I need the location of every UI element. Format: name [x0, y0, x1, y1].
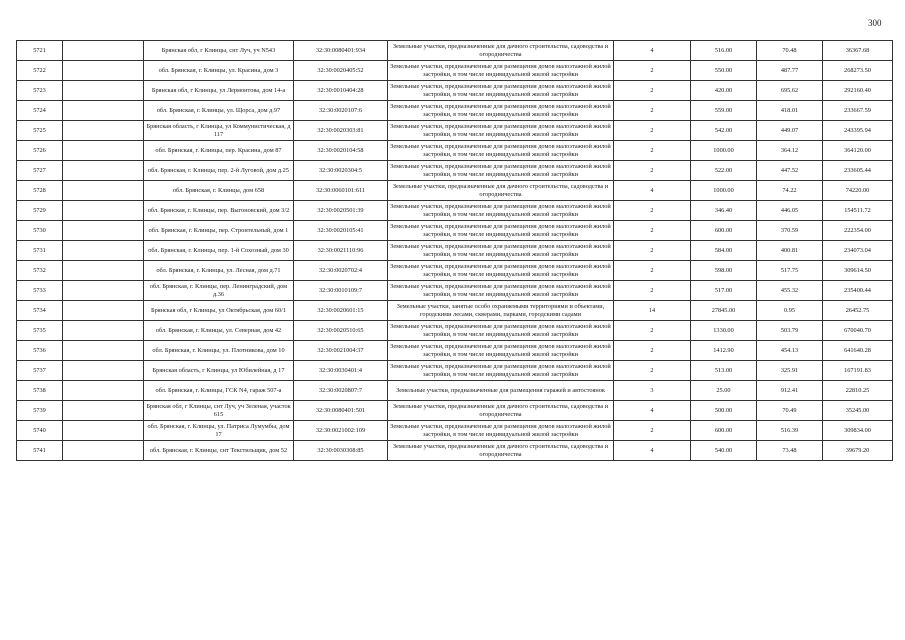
row-number-cell: 5722 — [17, 61, 63, 81]
cadastral-value-cell: 235400.44 — [823, 281, 893, 301]
group-cell: 2 — [614, 341, 691, 361]
spacer-cell — [63, 161, 144, 181]
cadastral-number-cell: 32:30:0021002:109 — [294, 421, 388, 441]
cadastral-value-cell: 364120.00 — [823, 141, 893, 161]
land-use-cell: Земельные участки, предназначенные для размещения домов малоэтажной жилой застройки, в том числе индивидуальной жилой застройки — [388, 221, 614, 241]
cadastral-number-cell: 32:30:0020702:4 — [294, 261, 388, 281]
address-cell: обл. Брянская, г. Клинцы, ул. Северная, дом 42 — [144, 321, 294, 341]
row-number-cell: 5734 — [17, 301, 63, 321]
area-cell: 500.00 — [691, 401, 757, 421]
area-cell: 513.00 — [691, 361, 757, 381]
group-cell: 2 — [614, 421, 691, 441]
address-cell: обл. Брянская, г. Клинцы, ул. Красина, дом 3 — [144, 61, 294, 81]
row-number-cell: 5740 — [17, 421, 63, 441]
land-use-cell: Земельные участки, предназначенные для размещения домов малоэтажной жилой застройки, в том числе индивидуальной жилой застройки — [388, 361, 614, 381]
spacer-cell — [63, 341, 144, 361]
cadastral-number-cell: 32:30:0020107:6 — [294, 101, 388, 121]
rate-cell: 516.39 — [757, 421, 823, 441]
address-cell: Брянская обл, г Клинцы, снт Луч, уч Зеленая, участок 615 — [144, 401, 294, 421]
row-number-cell: 5732 — [17, 261, 63, 281]
cadastral-number-cell: 32:30:0030308:85 — [294, 441, 388, 461]
row-number-cell: 5736 — [17, 341, 63, 361]
row-number-cell: 5741 — [17, 441, 63, 461]
row-number-cell: 5730 — [17, 221, 63, 241]
land-use-cell: Земельные участки, предназначенные для размещения домов малоэтажной жилой застройки, в том числе индивидуальной жилой застройки — [388, 81, 614, 101]
rate-cell: 70.48 — [757, 41, 823, 61]
row-number-cell: 5728 — [17, 181, 63, 201]
spacer-cell — [63, 101, 144, 121]
area-cell: 540.00 — [691, 441, 757, 461]
rate-cell: 370.59 — [757, 221, 823, 241]
land-registry-table — [16, 40, 893, 461]
group-cell: 4 — [614, 401, 691, 421]
rate-cell: 503.79 — [757, 321, 823, 341]
cadastral-value-cell: 309834.00 — [823, 421, 893, 441]
area-cell: 346.40 — [691, 201, 757, 221]
cadastral-value-cell: 167191.83 — [823, 361, 893, 381]
rate-cell: 418.01 — [757, 101, 823, 121]
land-use-cell: Земельные участки, предназначенные для размещения гаражей и автостоянок — [388, 381, 614, 401]
page-number: 300 — [868, 18, 882, 28]
group-cell: 3 — [614, 381, 691, 401]
group-cell: 2 — [614, 121, 691, 141]
group-cell: 2 — [614, 281, 691, 301]
address-cell: обл. Брянская, г. Клинцы, пер. Выгоновский, дом 3/2 — [144, 201, 294, 221]
spacer-cell — [63, 361, 144, 381]
group-cell: 2 — [614, 221, 691, 241]
cadastral-number-cell: 32:30:0080401:934 — [294, 41, 388, 61]
spacer-cell — [63, 441, 144, 461]
spacer-cell — [63, 41, 144, 61]
row-number-cell: 5725 — [17, 121, 63, 141]
cadastral-number-cell: 32:30:0021110:96 — [294, 241, 388, 261]
cadastral-number-cell: 32:30:0010404:28 — [294, 81, 388, 101]
table-row — [17, 161, 893, 181]
area-cell: 600.00 — [691, 421, 757, 441]
cadastral-number-cell: 32:30:0020601:15 — [294, 301, 388, 321]
land-use-cell: Земельные участки, занятые особо охраняемыми территориями и объектами, городскими лесами, скверами, парками, городскими садами — [388, 301, 614, 321]
row-number-cell: 5726 — [17, 141, 63, 161]
area-cell: 517.00 — [691, 281, 757, 301]
spacer-cell — [63, 321, 144, 341]
group-cell: 4 — [614, 41, 691, 61]
cadastral-number-cell: 32:30:0020105:41 — [294, 221, 388, 241]
area-cell: 559.00 — [691, 101, 757, 121]
cadastral-value-cell: 641640.28 — [823, 341, 893, 361]
cadastral-number-cell: 32:30:0021004:37 — [294, 341, 388, 361]
rate-cell: 446.05 — [757, 201, 823, 221]
cadastral-value-cell: 243395.94 — [823, 121, 893, 141]
group-cell: 2 — [614, 101, 691, 121]
address-cell: обл. Брянская, г. Клинцы, ул. Плотникова, дом 10 — [144, 341, 294, 361]
table-row — [17, 361, 893, 381]
table-row — [17, 421, 893, 441]
area-cell: 598.00 — [691, 261, 757, 281]
cadastral-number-cell: 32:30:0080401:501 — [294, 401, 388, 421]
area-cell: 550.00 — [691, 61, 757, 81]
land-use-cell: Земельные участки, предназначенные для размещения домов малоэтажной жилой застройки, в том числе индивидуальной жилой застройки — [388, 281, 614, 301]
row-number-cell: 5721 — [17, 41, 63, 61]
rate-cell: 325.91 — [757, 361, 823, 381]
table-row — [17, 261, 893, 281]
address-cell: обл. Брянская, г. Клинцы, ул. Патриса Лумумбы, дом 17 — [144, 421, 294, 441]
spacer-cell — [63, 301, 144, 321]
land-use-cell: Земельные участки, предназначенные для размещения домов малоэтажной жилой застройки, в том числе индивидуальной жилой застройки — [388, 141, 614, 161]
group-cell: 2 — [614, 81, 691, 101]
area-cell: 25.00 — [691, 381, 757, 401]
cadastral-value-cell: 233605.44 — [823, 161, 893, 181]
row-number-cell: 5735 — [17, 321, 63, 341]
land-use-cell: Земельные участки, предназначенные для размещения домов малоэтажной жилой застройки, в том числе индивидуальной жилой застройки — [388, 101, 614, 121]
cadastral-number-cell: 32:30:0030401:4 — [294, 361, 388, 381]
rate-cell: 487.77 — [757, 61, 823, 81]
table-row — [17, 341, 893, 361]
table-body — [17, 41, 893, 461]
cadastral-value-cell: 26452.75 — [823, 301, 893, 321]
cadastral-value-cell: 222354.00 — [823, 221, 893, 241]
address-cell: Брянская обл, г Клинцы, ул Октябрьская, дом 60/1 — [144, 301, 294, 321]
table-row — [17, 141, 893, 161]
area-cell: 1000.00 — [691, 181, 757, 201]
rate-cell: 455.32 — [757, 281, 823, 301]
cadastral-number-cell: 32:30:0020807:7 — [294, 381, 388, 401]
row-number-cell: 5738 — [17, 381, 63, 401]
group-cell: 4 — [614, 181, 691, 201]
land-use-cell: Земельные участки, предназначенные для размещения домов малоэтажной жилой застройки, в том числе индивидуальной жилой застройки — [388, 161, 614, 181]
area-cell: 600.00 — [691, 221, 757, 241]
land-use-cell: Земельные участки, предназначенные для размещения домов малоэтажной жилой застройки, в том числе индивидуальной жилой застройки — [388, 321, 614, 341]
rate-cell: 0.95 — [757, 301, 823, 321]
group-cell: 2 — [614, 201, 691, 221]
table-row — [17, 121, 893, 141]
address-cell: обл. Брянская, г. Клинцы, ул. Лесная, дом д.71 — [144, 261, 294, 281]
table-row — [17, 301, 893, 321]
cadastral-value-cell: 74220.00 — [823, 181, 893, 201]
group-cell: 2 — [614, 241, 691, 261]
address-cell: обл. Брянская, г. Клинцы, снт Текстильщик, дом 52 — [144, 441, 294, 461]
table-row — [17, 241, 893, 261]
rate-cell: 73.48 — [757, 441, 823, 461]
table-row — [17, 441, 893, 461]
table-row — [17, 181, 893, 201]
land-use-cell: Земельные участки, предназначенные для размещения домов малоэтажной жилой застройки, в том числе индивидуальной жилой застройки — [388, 261, 614, 281]
cadastral-value-cell: 39679.20 — [823, 441, 893, 461]
spacer-cell — [63, 141, 144, 161]
table-row — [17, 81, 893, 101]
row-number-cell: 5737 — [17, 361, 63, 381]
table-row — [17, 41, 893, 61]
cadastral-value-cell: 22810.25 — [823, 381, 893, 401]
rate-cell: 70.49 — [757, 401, 823, 421]
rate-cell: 517.75 — [757, 261, 823, 281]
spacer-cell — [63, 201, 144, 221]
spacer-cell — [63, 281, 144, 301]
cadastral-number-cell: 32:30:0020510:65 — [294, 321, 388, 341]
rate-cell: 912.41 — [757, 381, 823, 401]
rate-cell: 74.22 — [757, 181, 823, 201]
spacer-cell — [63, 81, 144, 101]
spacer-cell — [63, 381, 144, 401]
cadastral-value-cell: 234073.04 — [823, 241, 893, 261]
table-row — [17, 321, 893, 341]
rate-cell: 400.81 — [757, 241, 823, 261]
address-cell: обл. Брянская, г. Клинцы, пер. Красина, дом 87 — [144, 141, 294, 161]
address-cell: Брянская обл, г Клинцы, снт Луч, уч N543 — [144, 41, 294, 61]
spacer-cell — [63, 241, 144, 261]
cadastral-number-cell: 32:30:0020501:39 — [294, 201, 388, 221]
group-cell: 4 — [614, 441, 691, 461]
spacer-cell — [63, 261, 144, 281]
address-cell: обл. Брянская, г. Клинцы, пер. Строительный, дом 1 — [144, 221, 294, 241]
table-row — [17, 281, 893, 301]
land-use-cell: Земельные участки, предназначенные для размещения домов малоэтажной жилой застройки, в том числе индивидуальной жилой застройки — [388, 201, 614, 221]
address-cell: Брянская область, г Клинцы, ул Коммунистическая, д 117 — [144, 121, 294, 141]
table-row — [17, 101, 893, 121]
cadastral-value-cell: 268273.50 — [823, 61, 893, 81]
table-row — [17, 221, 893, 241]
group-cell: 2 — [614, 321, 691, 341]
row-number-cell: 5729 — [17, 201, 63, 221]
cadastral-value-cell: 309614.50 — [823, 261, 893, 281]
group-cell: 2 — [614, 141, 691, 161]
area-cell: 516.00 — [691, 41, 757, 61]
cadastral-number-cell: 32:30:0060101:611 — [294, 181, 388, 201]
land-use-cell: Земельные участки, предназначенные для дачного строительства, садоводства и огородничества — [388, 41, 614, 61]
spacer-cell — [63, 401, 144, 421]
rate-cell: 449.07 — [757, 121, 823, 141]
cadastral-number-cell: 32:30:0010109:7 — [294, 281, 388, 301]
address-cell: обл. Брянская, г. Клинцы, ул. Щорса, дом д.97 — [144, 101, 294, 121]
group-cell: 2 — [614, 361, 691, 381]
area-cell: 1000.00 — [691, 141, 757, 161]
group-cell: 2 — [614, 261, 691, 281]
row-number-cell: 5724 — [17, 101, 63, 121]
table-row — [17, 61, 893, 81]
rate-cell: 364.12 — [757, 141, 823, 161]
rate-cell: 695.62 — [757, 81, 823, 101]
address-cell: Брянская область, г Клинцы, ул Юбилейная, д 17 — [144, 361, 294, 381]
land-use-cell: Земельные участки, предназначенные для размещения домов малоэтажной жилой застройки, в том числе индивидуальной жилой застройки — [388, 421, 614, 441]
area-cell: 542.00 — [691, 121, 757, 141]
land-use-cell: Земельные участки, предназначенные для размещения домов малоэтажной жилой застройки, в том числе индивидуальной жилой застройки — [388, 121, 614, 141]
cadastral-number-cell: 32:30:0020405:52 — [294, 61, 388, 81]
cadastral-value-cell: 292160.40 — [823, 81, 893, 101]
area-cell: 584.00 — [691, 241, 757, 261]
area-cell: 420.00 — [691, 81, 757, 101]
land-use-cell: Земельные участки, предназначенные для размещения домов малоэтажной жилой застройки, в том числе индивидуальной жилой застройки — [388, 341, 614, 361]
address-cell: обл. Брянская, г. Клинцы, пер. Ленинградский, дом д.36 — [144, 281, 294, 301]
area-cell: 27845.00 — [691, 301, 757, 321]
land-use-cell: Земельные участки, предназначенные для размещения домов малоэтажной жилой застройки, в том числе индивидуальной жилой застройки — [388, 61, 614, 81]
land-use-cell: Земельные участки, предназначенные для дачного строительства, садоводства и огородничества — [388, 181, 614, 201]
spacer-cell — [63, 421, 144, 441]
cadastral-value-cell: 35245.00 — [823, 401, 893, 421]
spacer-cell — [63, 181, 144, 201]
table-row — [17, 201, 893, 221]
row-number-cell: 5733 — [17, 281, 63, 301]
rate-cell: 447.52 — [757, 161, 823, 181]
table-row — [17, 381, 893, 401]
cadastral-number-cell: 32:30:0020104:58 — [294, 141, 388, 161]
group-cell: 2 — [614, 61, 691, 81]
row-number-cell: 5723 — [17, 81, 63, 101]
cadastral-value-cell: 233667.59 — [823, 101, 893, 121]
address-cell: обл. Брянская, г. Клинцы, дом 658 — [144, 181, 294, 201]
area-cell: 1412.90 — [691, 341, 757, 361]
spacer-cell — [63, 61, 144, 81]
table-row — [17, 401, 893, 421]
cadastral-number-cell: 32:30:0020303:81 — [294, 121, 388, 141]
cadastral-value-cell: 154511.72 — [823, 201, 893, 221]
row-number-cell: 5727 — [17, 161, 63, 181]
row-number-cell: 5739 — [17, 401, 63, 421]
land-use-cell: Земельные участки, предназначенные для дачного строительства, садоводства и огородничества — [388, 441, 614, 461]
cadastral-value-cell: 670040.70 — [823, 321, 893, 341]
group-cell: 2 — [614, 161, 691, 181]
area-cell: 1330.00 — [691, 321, 757, 341]
address-cell: обл. Брянская, г. Клинцы, пер. 1-й Сохозный, дом 30 — [144, 241, 294, 261]
spacer-cell — [63, 221, 144, 241]
land-use-cell: Земельные участки, предназначенные для дачного строительства, садоводства и огородничества — [388, 401, 614, 421]
group-cell: 14 — [614, 301, 691, 321]
cadastral-number-cell: 32:30:0020304:5 — [294, 161, 388, 181]
address-cell: Брянская обл, г Клинцы, ул Лермонтова, дом 14-а — [144, 81, 294, 101]
row-number-cell: 5731 — [17, 241, 63, 261]
cadastral-value-cell: 36367.68 — [823, 41, 893, 61]
area-cell: 522.00 — [691, 161, 757, 181]
land-use-cell: Земельные участки, предназначенные для размещения домов малоэтажной жилой застройки, в том числе индивидуальной жилой застройки — [388, 241, 614, 261]
address-cell: обл. Брянская, г. Клинцы, пер. 2-й Луговой, дом д.25 — [144, 161, 294, 181]
rate-cell: 454.13 — [757, 341, 823, 361]
spacer-cell — [63, 121, 144, 141]
address-cell: обл. Брянская, г. Клинцы, ГСК N4, гараж 507-а — [144, 381, 294, 401]
